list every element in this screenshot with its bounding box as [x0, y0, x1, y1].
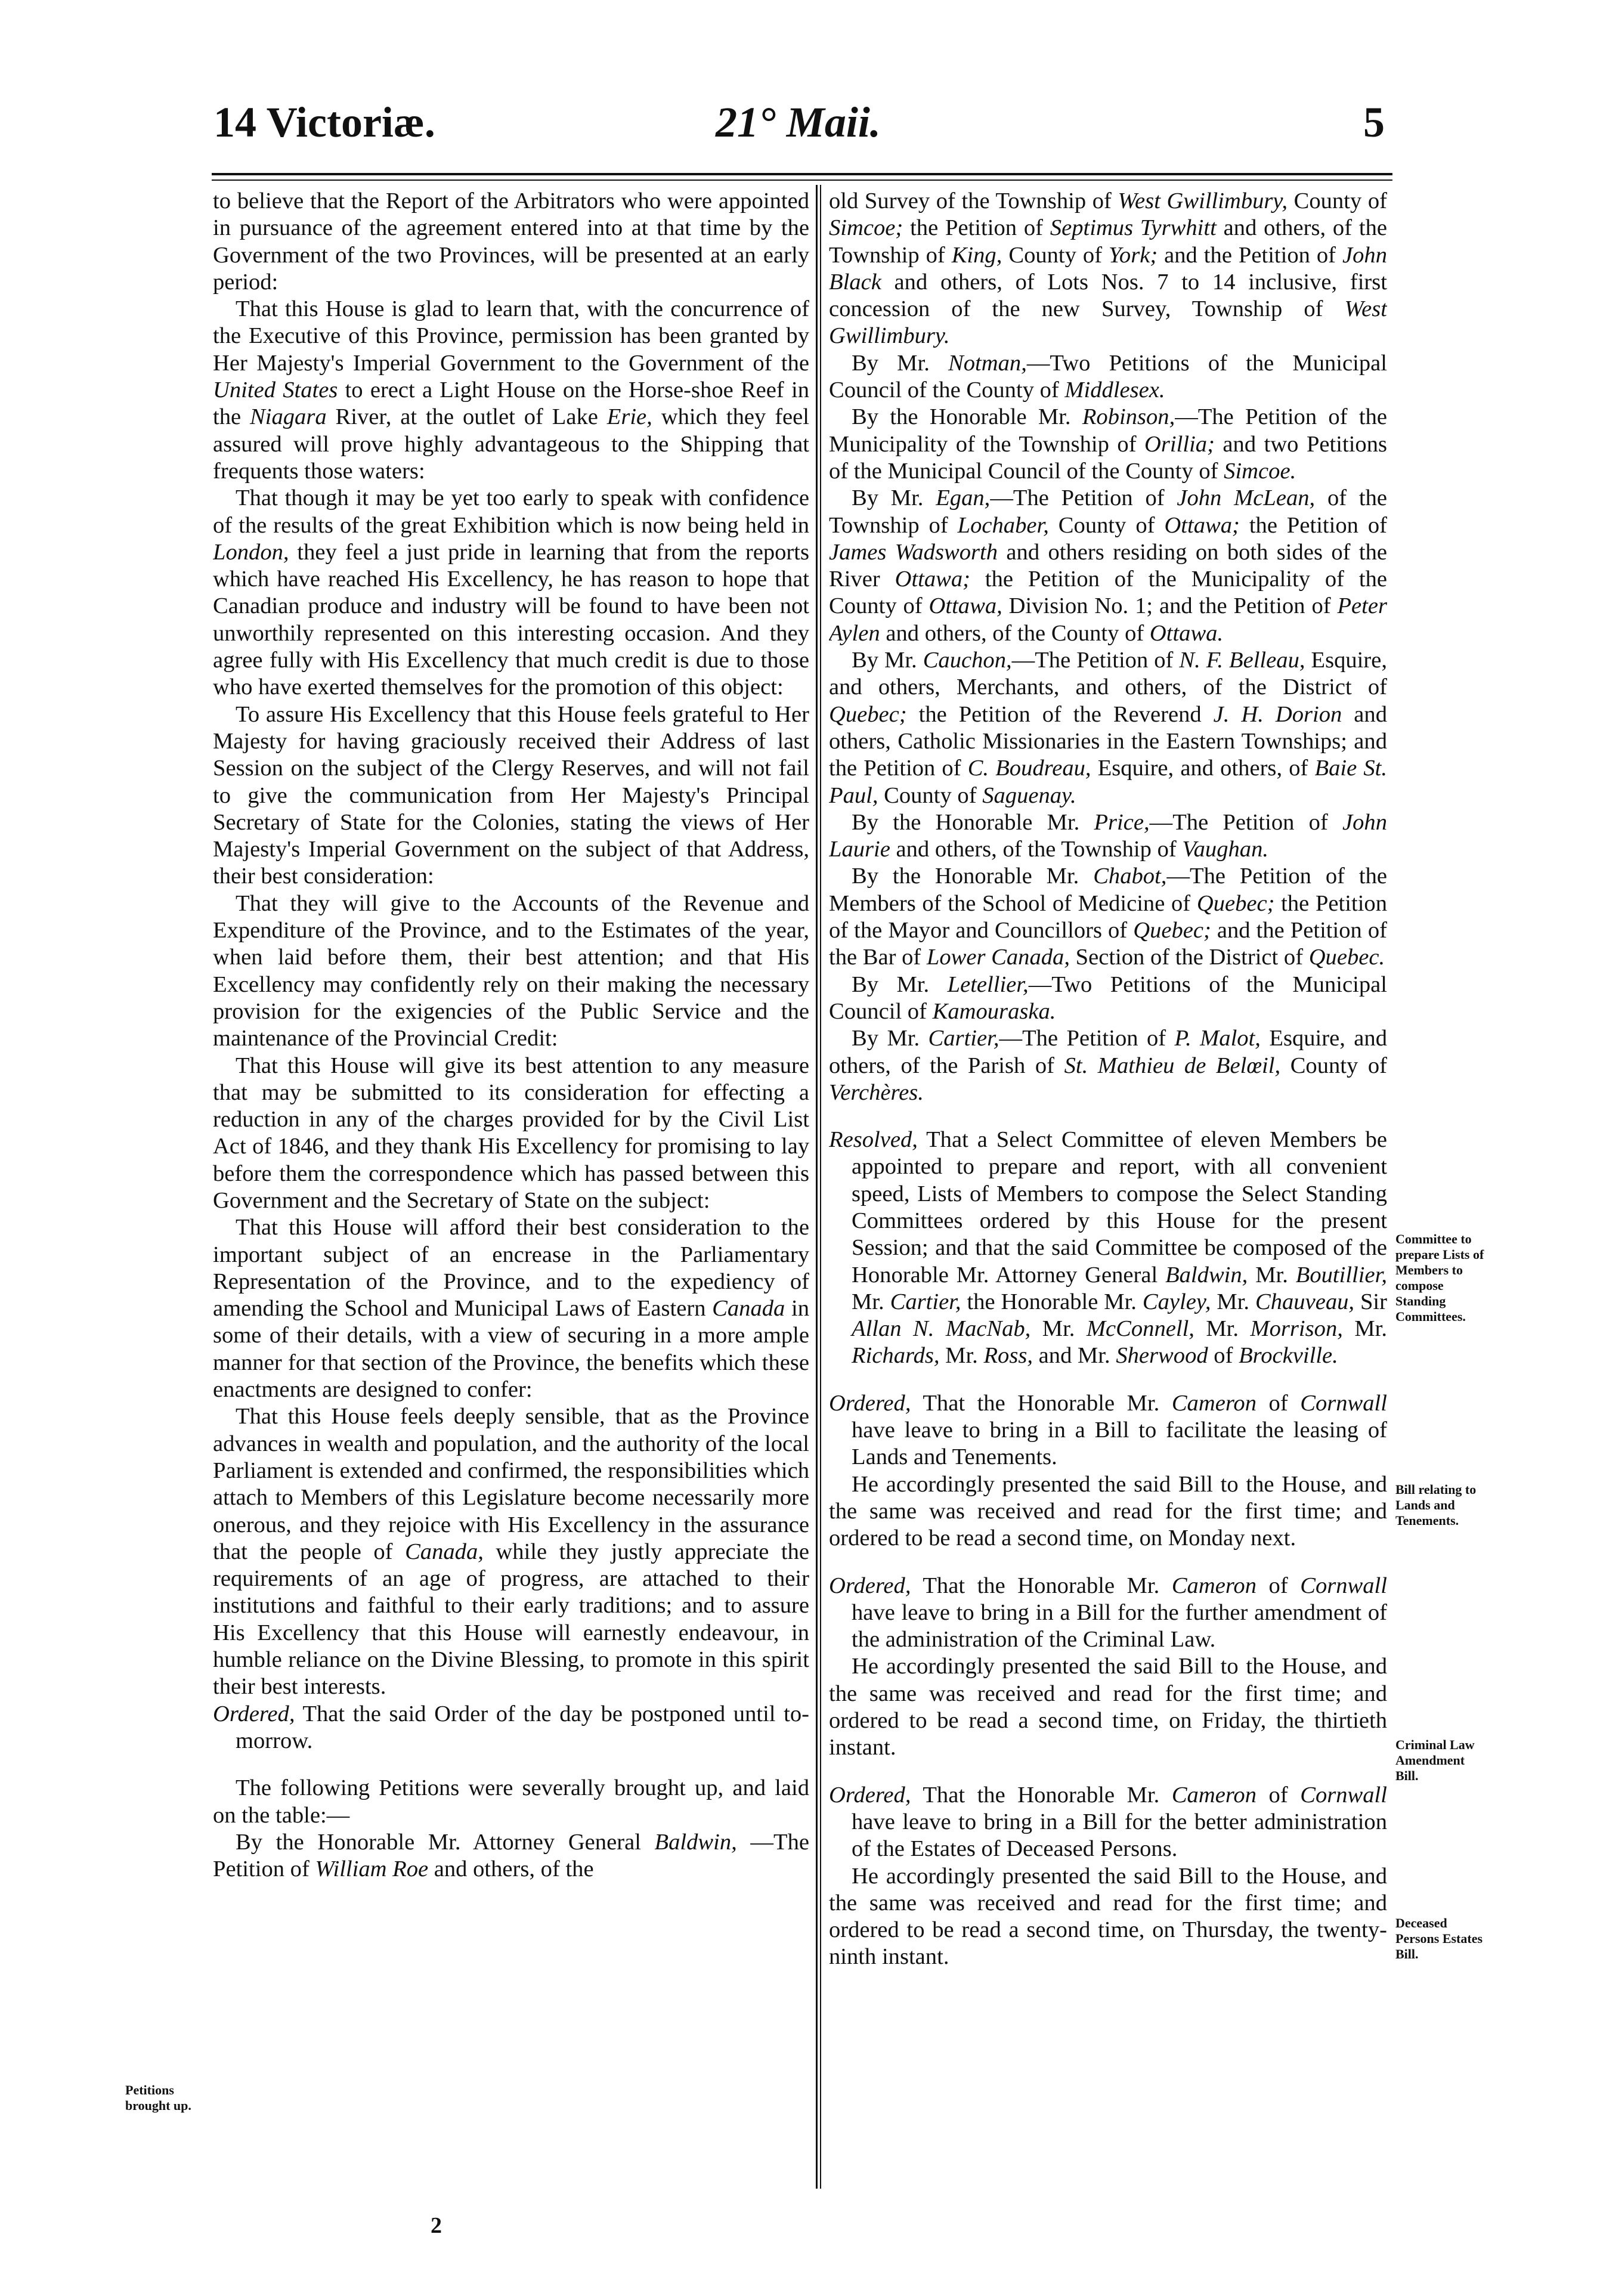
paragraph: By Mr. Notman,—Two Petitions of the Municipal Council of the County of Middlesex.: [829, 350, 1387, 403]
italic-text: John Laurie: [829, 809, 1387, 862]
italic-text: United States: [213, 377, 338, 403]
paragraph: He accordingly presented the said Bill to the House, and the same was received and read for the first time; and ordered to be read a second time, on Monday next.: [829, 1471, 1387, 1551]
italic-text: York;: [1109, 242, 1158, 268]
paragraph: By Mr. Letellier,—Two Petitions of the Municipal Council of Kamouraska.: [829, 971, 1387, 1024]
italic-text: London,: [213, 539, 289, 565]
running-header: [203, 89, 1395, 173]
right-column: [829, 188, 1387, 2195]
paragraph: By the Honorable Mr. Attorney General Baldwin, —The Petition of William Roe and others, of the: [213, 1829, 809, 1882]
italic-text: West Gwillimbury,: [1118, 188, 1288, 213]
paragraph: By Mr. Cartier,—The Petition of P. Malot, Esquire, and others, of the Parish of St. Mathieu de Belœil, County of Verchères.: [829, 1026, 1387, 1105]
italic-text: King,: [951, 242, 1002, 268]
italic-text: Quebec;: [1133, 918, 1211, 943]
italic-text: Lochaber,: [957, 512, 1049, 538]
margin-note-criminal-bill: Criminal Law Amendment Bill.: [1395, 1737, 1475, 1783]
italic-text: West Gwillimbury.: [829, 296, 1387, 349]
italic-text: Allan N. MacNab,: [852, 1316, 1031, 1342]
paragraph: That this House feels deeply sensible, that as the Province advances in wealth and population, and the authority of the local Parliament is extended and confirmed, the responsibilities which attach to Members of this Legislature become necessarily more onerous, and they rejoice with His Excellency in the assurance that the people of Canada, while they justly appreciate the requirements of an age of progress, are attached to their institutions and faithful to their early traditions; and to assure His Excellency that this House will earnestly endeavour, in humble reliance on the Divine Blessing, to promote in this spirit their best interests.: [213, 1404, 809, 1700]
italic-text: Simcoe.: [1224, 458, 1296, 484]
italic-text: Baldwin,: [1165, 1262, 1248, 1288]
paragraph: That this House will afford their best consideration to the important subject of an encrease in the Parliamentary Representation of the Province, and to the expediency of amending the School and Municipal Laws of Eastern Canada in some of their details, with a view of securing in a more ample manner for that section of the Province, the benefits which these enactments are designed to confer:: [213, 1215, 809, 1403]
italic-text: Cameron: [1171, 1390, 1256, 1416]
italic-text: Cornwall: [1300, 1573, 1387, 1598]
italic-text: Cornwall: [1300, 1390, 1387, 1416]
signature-mark: 2: [431, 2213, 442, 2238]
paragraph: By the Honorable Mr. Robinson,—The Petition of the Municipality of the Township of Orillia; and two Petitions of the Municipal Council of the County of Simcoe.: [829, 404, 1387, 484]
italic-text: Resolved,: [829, 1127, 918, 1153]
italic-text: Cartier,: [890, 1289, 961, 1314]
italic-text: Quebec.: [1308, 945, 1385, 970]
italic-text: Cornwall: [1300, 1782, 1387, 1808]
paragraph: He accordingly presented the said Bill to the House, and the same was received and read for the first time; and ordered to be read a second time, on Friday, the thirtieth instant.: [829, 1654, 1387, 1760]
column-divider: [816, 185, 821, 2189]
italic-text: Orillia;: [1144, 431, 1215, 457]
italic-text: Erie,: [606, 404, 652, 430]
paragraph: The following Petitions were severally brought up, and laid on the table:—: [213, 1775, 809, 1828]
order-entry: Ordered, That the Honorable Mr. Cameron of Cornwall have leave to bring in a Bill for the better administration of the Estates of Deceased Persons.: [829, 1782, 1387, 1862]
italic-text: Ordered,: [829, 1573, 911, 1598]
italic-text: John Black: [829, 242, 1387, 295]
margin-note-deceased-bill: Deceased Persons Estates Bill.: [1395, 1916, 1483, 1961]
paragraph: By Mr. Egan,—The Petition of John McLean, of the Township of Lochaber, County of Ottawa; the Petition of James Wadsworth and others residing on both sides of the River Ottawa; the Petition of the Municipality of the County of Ottawa, Division No. 1; and the Petition of Peter Aylen and others, of the County of Ottawa.: [829, 485, 1387, 646]
italic-text: McConnell,: [1086, 1316, 1194, 1342]
italic-text: Baldwin,: [654, 1829, 737, 1855]
paragraph: That this House will give its best attention to any measure that may be submitted to its consideration for effecting a reduction in any of the charges provided for by the Civil List Act of 1846, and they thank His Excellency for promising to lay before them the correspondence which has passed between this Government and the Secretary of State on the subject:: [213, 1053, 809, 1213]
paragraph: That they will give to the Accounts of the Revenue and Expenditure of the Province, and to the Estimates of the year, when laid before them, their best attention; and that His Excellency may confidently rely on their making the necessary provision for the exigencies of the Public Service and the maintenance of the Provincial Credit:: [213, 890, 809, 1051]
italic-text: Price,: [1094, 809, 1150, 835]
italic-text: Cameron: [1171, 1573, 1256, 1598]
italic-text: Brockville.: [1239, 1343, 1338, 1369]
italic-text: Notman,: [948, 350, 1027, 376]
italic-text: Cartier,: [928, 1026, 999, 1051]
paragraph: to believe that the Report of the Arbitrators who were appointed in pursuance of the agreement entered into at that time by the Government of the two Provinces, will be presented at an early period:: [213, 188, 809, 295]
italic-text: Ottawa,: [929, 593, 1002, 619]
italic-text: Chauveau,: [1255, 1289, 1355, 1314]
italic-text: Ottawa;: [1164, 512, 1240, 538]
italic-text: Baie St. Paul,: [829, 756, 1387, 808]
italic-text: Cayley,: [1142, 1289, 1211, 1314]
italic-text: Ross,: [983, 1343, 1033, 1369]
header-rule-thin: [212, 180, 1392, 181]
italic-text: Boutillier,: [1295, 1262, 1387, 1288]
paragraph: old Survey of the Township of West Gwillimbury, County of Simcoe; the Petition of Septimus Tyrwhitt and others, of the Township of King, County of York; and the Petition of John Black and others, of Lots Nos. 7 to 14 inclusive, first concession of the new Survey, Township of West Gwillimbury.: [829, 188, 1387, 349]
italic-text: St. Mathieu de Belœil,: [1064, 1053, 1281, 1078]
italic-text: Egan,: [936, 485, 991, 511]
italic-text: Verchères.: [829, 1079, 924, 1105]
italic-text: Septimus Tyrwhitt: [1050, 215, 1217, 241]
regnal-year: 14 Victoriæ.: [213, 98, 435, 146]
italic-text: C. Boudreau,: [967, 756, 1091, 781]
italic-text: Kamouraska.: [932, 998, 1056, 1024]
order-entry: Ordered, That the Honorable Mr. Cameron of Cornwall have leave to bring in a Bill to facilitate the leasing of Lands and Tenements.: [829, 1390, 1387, 1470]
italic-text: James Wadsworth: [829, 539, 998, 565]
paragraph: By the Honorable Mr. Price,—The Petition of John Laurie and others, of the Township of Vaughan.: [829, 809, 1387, 862]
italic-text: Canada,: [405, 1539, 484, 1564]
italic-text: Quebec;: [829, 701, 907, 727]
italic-text: John McLean,: [1177, 485, 1316, 511]
italic-text: Middlesex.: [1064, 377, 1165, 403]
italic-text: Niagara: [250, 404, 327, 430]
italic-text: Ordered,: [829, 1782, 911, 1808]
italic-text: Quebec;: [1196, 890, 1275, 916]
italic-text: Morrison,: [1250, 1316, 1343, 1342]
italic-text: Cameron: [1171, 1782, 1256, 1808]
italic-text: N. F. Belleau,: [1179, 648, 1305, 673]
header-rule-thick: [212, 173, 1392, 175]
paragraph: By the Honorable Mr. Chabot,—The Petition of the Members of the School of Medicine of Quebec; the Petition of the Mayor and Councillors of Quebec; and the Petition of the Bar of Lower Canada, Section of the District of Quebec.: [829, 864, 1387, 970]
italic-text: Peter Aylen: [829, 593, 1387, 646]
italic-text: Sherwood: [1116, 1343, 1208, 1369]
margin-note-lands-bill: Bill relating to Lands and Tenements.: [1395, 1482, 1477, 1528]
italic-text: Cauchon,: [923, 648, 1012, 673]
italic-text: Ottawa.: [1149, 620, 1224, 646]
italic-text: Robinson,: [1082, 404, 1175, 430]
left-column: [213, 188, 809, 2195]
italic-text: Lower Canada,: [926, 945, 1070, 970]
order-entry: Ordered, That the said Order of the day be postponed until to-morrow.: [213, 1701, 809, 1753]
italic-text: Saguenay.: [982, 782, 1076, 808]
italic-text: Simcoe;: [829, 215, 903, 241]
italic-text: Chabot,: [1093, 864, 1167, 889]
paragraph: He accordingly presented the said Bill to the House, and the same was received and read for the first time; and ordered to be read a second time, on Thursday, the twenty-ninth instant.: [829, 1863, 1387, 1970]
date-heading: 21° Maii.: [716, 98, 881, 146]
paragraph: To assure His Excellency that this House feels grateful to Her Majesty for having graciously received their Address of last Session on the subject of the Clergy Reserves, and will not fail to give the communication from Her Majesty's Principal Secretary of State for the Colonies, stating the views of Her Majesty's Imperial Government on the subject of that Address, their best consideration:: [213, 701, 809, 889]
italic-text: Richards,: [852, 1343, 940, 1369]
italic-text: Ordered,: [213, 1701, 295, 1726]
italic-text: Vaughan.: [1182, 837, 1269, 862]
italic-text: Canada: [712, 1296, 785, 1322]
page-number: 5: [1363, 98, 1385, 146]
order-entry: Ordered, That the Honorable Mr. Cameron of Cornwall have leave to bring in a Bill for the further amendment of the administration of the Criminal Law.: [829, 1573, 1387, 1653]
paragraph: That this House is glad to learn that, with the concurrence of the Executive of this Province, permission has been granted by Her Majesty's Imperial Government to the Government of the United States to erect a Light House on the Horse-shoe Reef in the Niagara River, at the outlet of Lake Erie, which they feel assured will prove highly advantageous to the Shipping that frequents those waters:: [213, 296, 809, 484]
italic-text: Ordered,: [829, 1390, 911, 1416]
margin-note-committee: Committee to prepare Lists of Members to compose Standing Committees.: [1395, 1231, 1484, 1324]
margin-note-petitions: Petitions brought up.: [125, 2083, 191, 2113]
italic-text: P. Malot,: [1174, 1026, 1261, 1051]
italic-text: William Roe: [315, 1856, 429, 1882]
italic-text: Letellier,: [947, 971, 1029, 997]
italic-text: Ottawa;: [895, 567, 971, 592]
resolution-entry: Resolved, That a Select Committee of eleven Members be appointed to prepare and report, with all convenient speed, Lists of Members to compose the Select Standing Committees ordered by this House for the present Session; and that the said Committee be composed of the Honorable Mr. Attorney General Baldwin, Mr. Boutillier, Mr. Cartier, the Honorable Mr. Cayley, Mr. Chauveau, Sir Allan N. MacNab, Mr. McConnell, Mr. Morrison, Mr. Richards, Mr. Ross, and Mr. Sherwood of Brockville.: [829, 1127, 1387, 1369]
italic-text: J. H. Dorion: [1213, 701, 1342, 727]
paragraph: By Mr. Cauchon,—The Petition of N. F. Belleau, Esquire, and others, Merchants, and others, of the District of Quebec; the Petition of the Reverend J. H. Dorion and others, Catholic Missionaries in the Eastern Townships; and the Petition of C. Boudreau, Esquire, and others, of Baie St. Paul, County of Saguenay.: [829, 648, 1387, 808]
paragraph: That though it may be yet too early to speak with confidence of the results of the great Exhibition which is now being held in London, they feel a just pride in learning that from the reports which have reached His Excellency, he has reason to hope that Canadian produce and industry will be found to have been not unworthily represented on this interesting occasion. And they agree fully with His Excellency that much credit is due to those who have exerted themselves for the promotion of this object:: [213, 485, 809, 700]
